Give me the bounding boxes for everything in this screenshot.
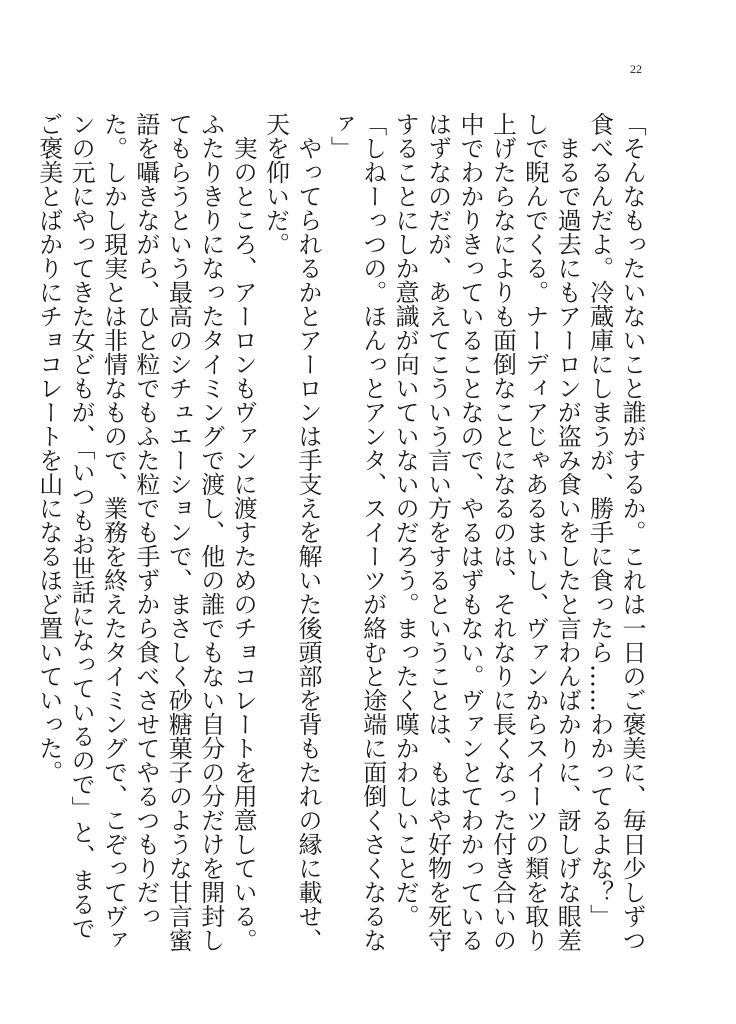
paragraph-2: まるで過去にもアーロンが盗み食いをしたと言わんばかりに、訝しげな眼差しで睨んでくる。ナーディアじゃあるまいし、ヴァンからスイーツの類を取り上げたらなによりも面倒なことになるのは、それなりに長くなった付き合いの中でわかりきっていることなので、やるはずもない。ヴァンとてわかっているはずなのだが、あえてこういう言い方をするということは、もはや好物を死守することにしか意識が向いていないのだろう。まったく嘆かわしいことだ。 — [391, 112, 582, 952]
body-text — [34, 112, 648, 952]
paragraph-1: 「そんなもったいないこと誰がするか。これは一日のご褒美に、毎日少しずつ食べるんだよ。冷蔵庫にしまうが、勝手に食ったら……わかってるよな？」 — [585, 112, 646, 952]
page-number: 22 — [630, 62, 642, 76]
paragraph-3: 「しねーっつの。ほんっとアンタ、スイーツが絡むと途端に面倒くさくなるなァ」 — [326, 112, 387, 952]
paragraph-5: 実のところ、アーロンもヴァンに渡すためのチョコレートを用意している。ふたりきりになったタイミングで渡し、他の誰でもない自分の分だけを開封してもらうという最高のシチュエーションで、まさしく砂糖菓子のような甘言蜜語を囁きながら、ひと粒でもふた粒でも手ずから食べさせてやるつもりだった。しかし現実とは非情なもので、業務を終えたタイミングで、こぞってヴァンの元にやってきた女どもが、「いつもお世話になっているので」と、まるでご褒美とばかりにチョコレートを山になるほど置いていった。 — [34, 112, 258, 952]
paragraph-4: やってられるかとアーロンは手支えを解いた後頭部を背もたれの縁に載せ、天を仰いだ。 — [261, 112, 322, 952]
